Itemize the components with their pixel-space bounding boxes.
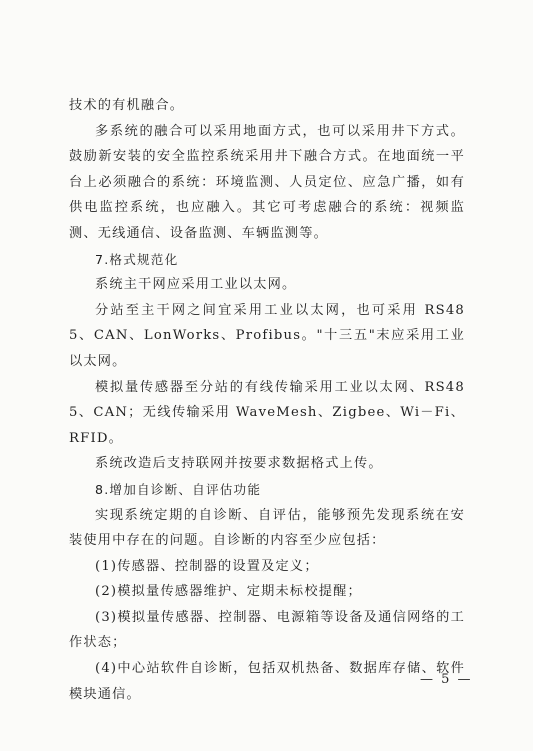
paragraph-continuation: 技术的有机融合。 [69, 98, 185, 113]
page-number: — 5 — [420, 672, 473, 687]
section-heading-8: 8.增加自诊断、自评估功能 [95, 481, 262, 497]
paragraph-system-fusion: 多系统的融合可以采用地面方式，也可以采用井下方式。鼓励新安装的安全监控系统采用井下融合方式。在地面统一平台上必须融合的系统：环境监测、人员定位、应急广播，如有供电监控系统，也应融入。其它可考虑融合的系统：视频监测、无线通信、设备监测、车辆监测等。 [69, 123, 465, 241]
paragraph-substation-network: 分站至主干网之间宜采用工业以太网，也可采用 RS485、CAN、LonWorks、Profibus。"十三五"末应采用工业以太网。 [69, 302, 465, 369]
paragraph-self-diagnosis: 实现系统定期的自诊断、自评估，能够预先发现系统在安装使用中存在的问题。自诊断的内容至少应包括： [69, 507, 465, 549]
list-item-2: (2)模拟量传感器维护、定期未标校提醒； [95, 584, 362, 600]
list-item-1: (1)传感器、控制器的设置及定义； [95, 558, 319, 574]
list-item-4: (4)中心站软件自诊断，包括双机热备、数据库存储、软件模块通信。 [69, 661, 465, 702]
paragraph-backbone-network: 系统主干网应采用工业以太网。 [95, 277, 297, 293]
section-heading-7: 7.格式规范化 [95, 251, 179, 267]
list-item-3: (3)模拟量传感器、控制器、电源箱等设备及通信网络的工作状态； [69, 609, 465, 651]
body-text [69, 93, 465, 707]
paragraph-data-upload: 系统改造后支持联网并按要求数据格式上传。 [95, 456, 383, 472]
paragraph-sensor-transmission: 模拟量传感器至分站的有线传输采用工业以太网、RS485、CAN；无线传输采用 WaveMesh、Zigbee、Wi－Fi、RFID。 [69, 379, 465, 446]
